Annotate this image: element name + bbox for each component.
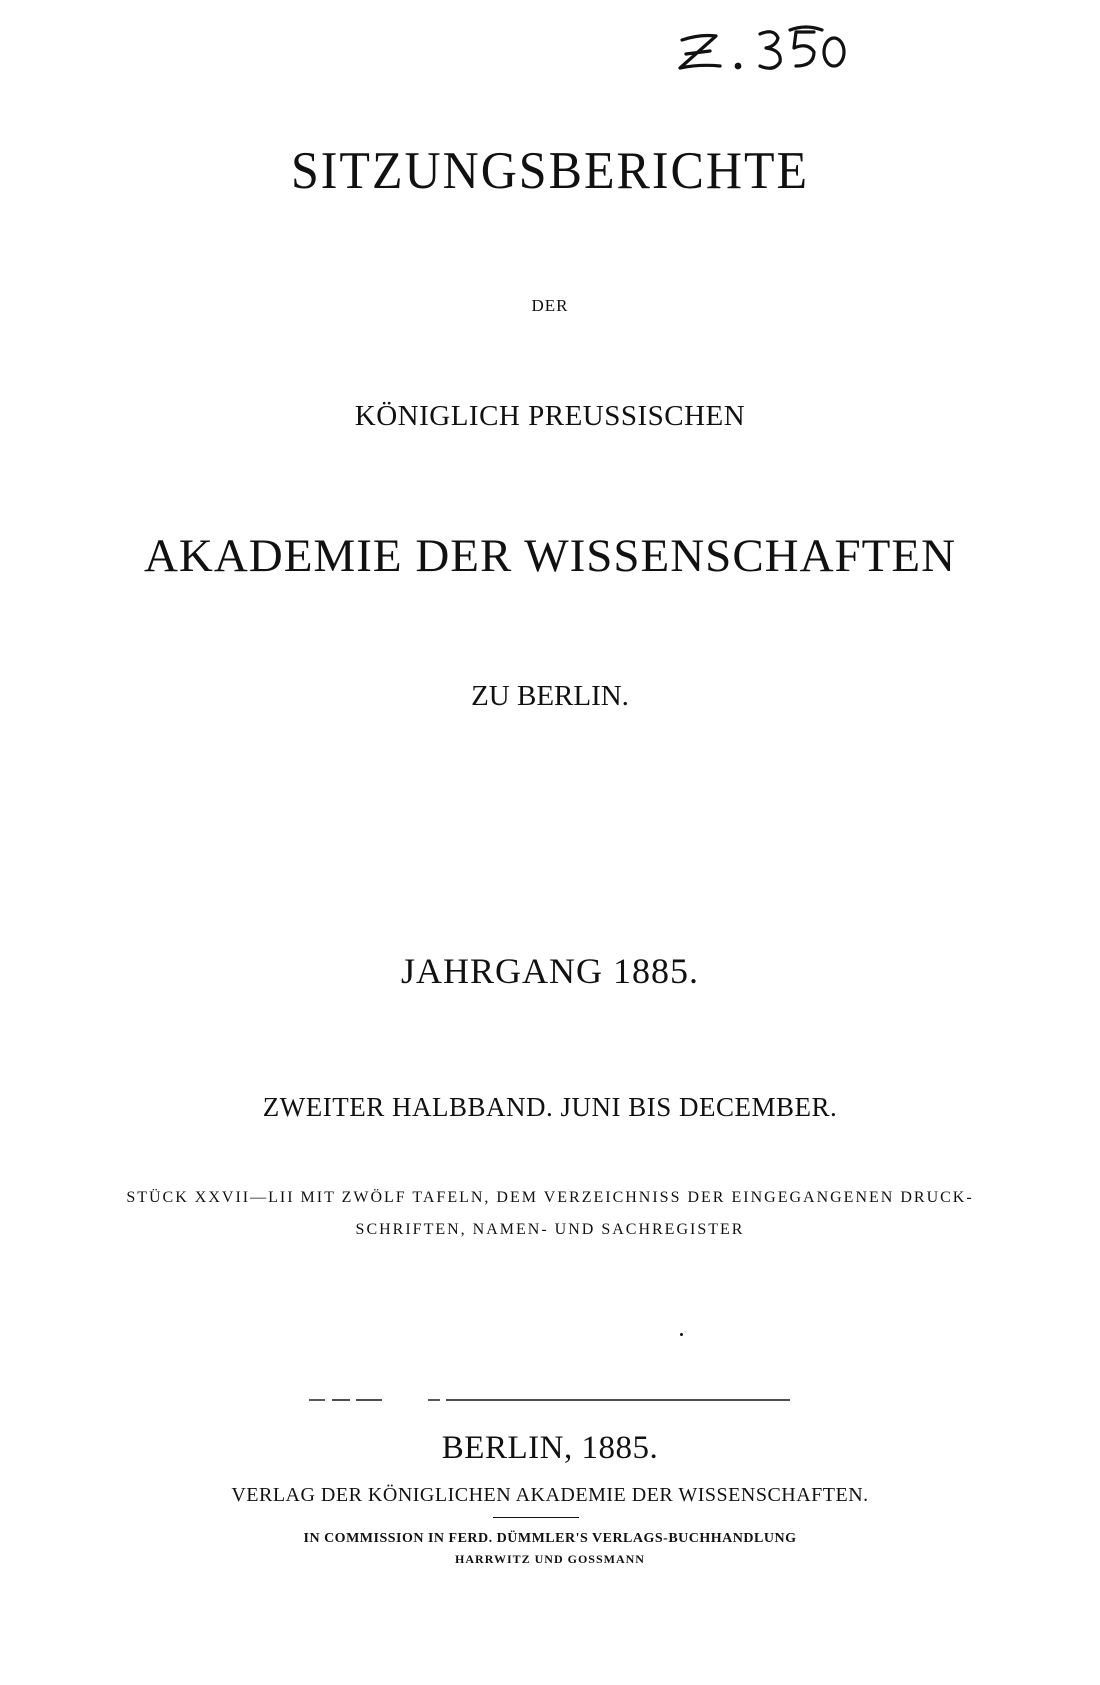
imprint-publisher: VERLAG DER KÖNIGLICHEN AKADEMIE DER WISSENSCHAFTEN. bbox=[231, 1484, 869, 1506]
ink-speck bbox=[680, 1333, 683, 1336]
academy-location: ZU BERLIN. bbox=[471, 680, 629, 712]
imprint-place-year: BERLIN, 1885. bbox=[441, 1430, 659, 1466]
series-title: SITZUNGSBERICHTE bbox=[290, 140, 810, 200]
publisher-divider bbox=[493, 1517, 579, 1518]
half-volume: ZWEITER HALBBAND. JUNI BIS DECEMBER. bbox=[262, 1092, 838, 1122]
academy-name: AKADEMIE DER WISSENSCHAFTEN bbox=[143, 530, 957, 582]
decorative-rule bbox=[0, 1389, 1100, 1393]
imprint-owners: HARRWITZ UND GOSSMANN bbox=[455, 1552, 645, 1566]
title-qualifier: KÖNIGLICH PREUSSISCHEN bbox=[354, 400, 746, 432]
imprint-commission: IN COMMISSION IN FERD. DÜMMLER'S VERLAGS-BUCHHANDLUNG bbox=[303, 1531, 797, 1546]
title-article: DER bbox=[531, 296, 569, 315]
contents-note-line-2: SCHRIFTEN, NAMEN- UND SACHREGISTER bbox=[355, 1221, 745, 1238]
contents-note-line-1: STÜCK XXVII—LII MIT ZWÖLF TAFELN, DEM VERZEICHNISS DER EINGEGANGENEN DRUCK- bbox=[126, 1189, 974, 1206]
volume-year: JAHRGANG 1885. bbox=[400, 951, 699, 991]
handwritten-shelfmark bbox=[660, 18, 920, 78]
